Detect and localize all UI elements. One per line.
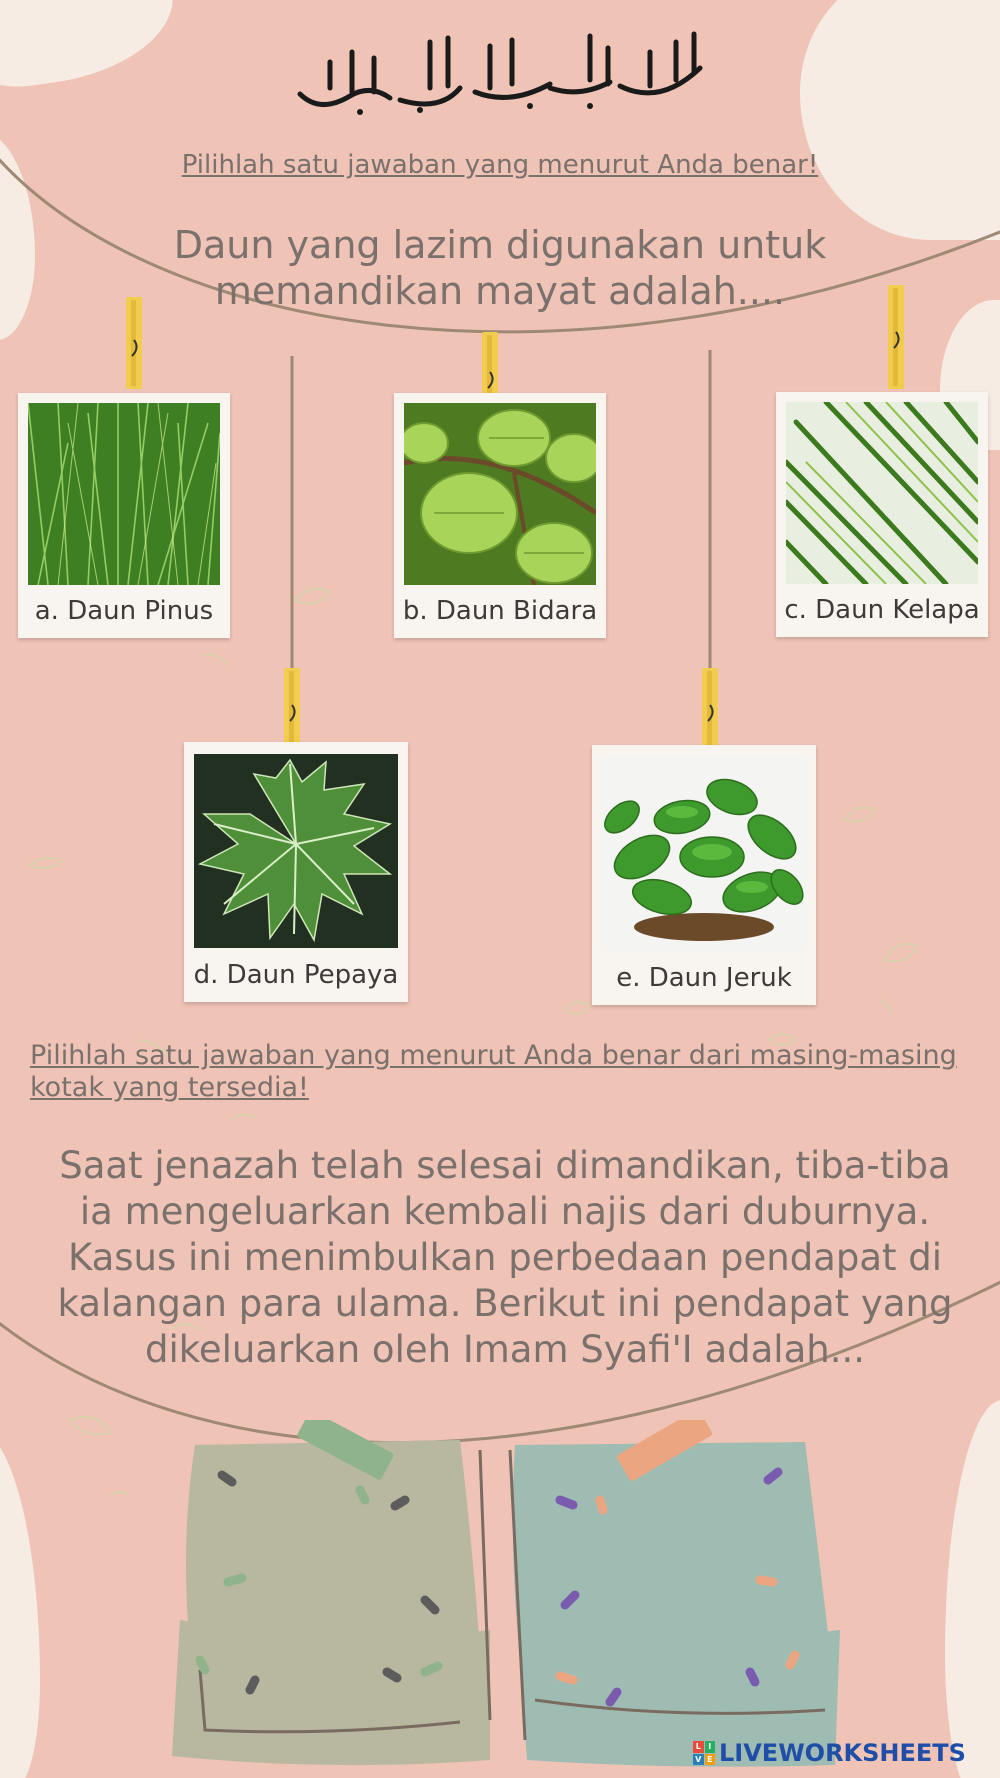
section2-question-line3: Kasus ini menimbulkan perbedaan pendapat di xyxy=(67,1236,943,1279)
answer-box-left[interactable] xyxy=(160,1420,500,1770)
option-card-d[interactable] xyxy=(184,742,408,1002)
pine-needles-image xyxy=(28,403,220,585)
section1-instruction: Pilihlah satu jawaban yang menurut Anda benar! xyxy=(181,150,819,180)
option-label-c: c. Daun Kelapa xyxy=(784,595,980,625)
bidara-leaves-image xyxy=(404,403,596,585)
section2-instruction-line1: Pilihlah satu jawaban yang menurut Anda benar dari masing-masing xyxy=(30,1040,957,1071)
badge-letter-i: I xyxy=(705,1741,716,1753)
section1-question xyxy=(120,222,880,314)
liveworksheets-badge-icon xyxy=(693,1741,715,1765)
bismillah-calligraphy xyxy=(290,22,710,117)
answer-box-right[interactable] xyxy=(505,1420,845,1770)
lime-leaves-image xyxy=(602,757,806,951)
liveworksheets-logo xyxy=(693,1738,966,1768)
badge-letter-l: L xyxy=(693,1741,704,1753)
option-card-a[interactable] xyxy=(18,393,230,638)
option-label-b: b. Daun Bidara xyxy=(402,596,598,626)
section1-question-line1: Daun yang lazim digunakan untuk xyxy=(173,223,827,267)
badge-letter-e: E xyxy=(705,1754,716,1766)
option-label-a: a. Daun Pinus xyxy=(34,596,214,626)
section2-question-line5: dikeluarkan oleh Imam Syafi'I adalah... xyxy=(145,1328,865,1371)
papaya-leaf-image xyxy=(194,754,398,948)
section2-instruction-line2: kotak yang tersedia! xyxy=(30,1072,309,1103)
option-label-d: d. Daun Pepaya xyxy=(193,960,399,990)
option-card-b[interactable] xyxy=(394,393,606,638)
option-card-e[interactable] xyxy=(592,745,816,1005)
bismillah-calligraphy-image xyxy=(290,22,710,117)
liveworksheets-name: LIVEWORKSHEETS xyxy=(719,1739,966,1767)
section2-question-line1: Saat jenazah telah selesai dimandikan, tiba-tiba xyxy=(59,1144,951,1187)
section1-question-line2: memandikan mayat adalah.... xyxy=(214,269,786,313)
section2-question-line4: kalangan para ulama. Berikut ini pendapat yang xyxy=(57,1282,953,1325)
section2-instruction xyxy=(30,1040,985,1104)
option-label-e: e. Daun Jeruk xyxy=(616,963,792,993)
section2-question xyxy=(30,1143,980,1373)
coconut-fronds-image xyxy=(786,402,978,584)
option-card-c[interactable] xyxy=(776,392,988,637)
section2-question-line2: ia mengeluarkan kembali najis dari duburnya. xyxy=(79,1190,931,1233)
badge-letter-v: V xyxy=(693,1754,704,1766)
